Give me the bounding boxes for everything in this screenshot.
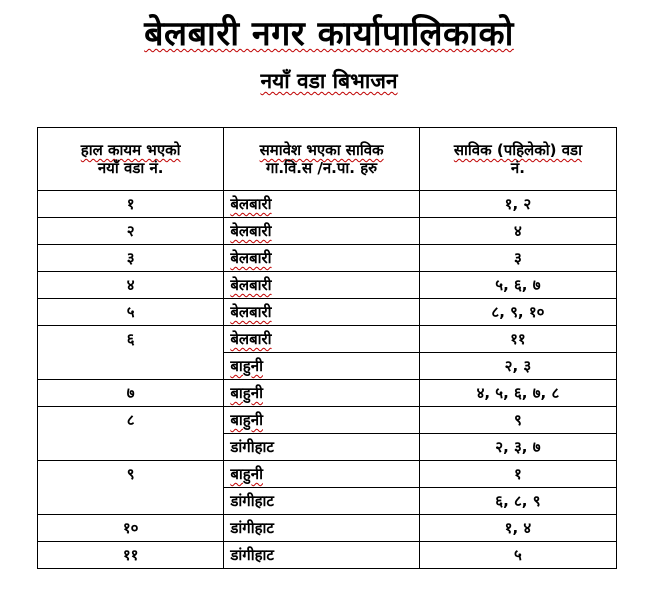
old-ward-cell: ११ [419, 326, 616, 353]
table-row [38, 245, 617, 272]
table-row [38, 191, 617, 218]
ward-number-cell: ८ [38, 407, 224, 461]
ward-number-cell: १० [38, 515, 224, 542]
ward-number-cell: २ [38, 218, 224, 245]
old-ward-cell: ५, ६, ७ [419, 272, 616, 299]
table-row [38, 299, 617, 326]
header-old-ward-line2: नं. [510, 159, 525, 177]
old-ward-cell: ५ [419, 542, 616, 569]
vdc-name-cell: बेलबारी [224, 218, 419, 245]
vdc-name-cell: बेलबारी [224, 272, 419, 299]
vdc-name-cell: बाहुनी [224, 407, 419, 434]
ward-number-cell: ११ [38, 542, 224, 569]
old-ward-cell: १, ४ [419, 515, 616, 542]
vdc-name-cell: बेलबारी [224, 245, 419, 272]
table-row [38, 461, 617, 488]
ward-number-cell: ९ [38, 461, 224, 515]
old-ward-cell: १ [419, 461, 616, 488]
old-ward-cell: २, ३ [419, 353, 616, 380]
old-ward-cell: ९ [419, 407, 616, 434]
ward-number-cell: ७ [38, 380, 224, 407]
header-merged-vdc-line2: गा.वि.स /न.पा. हरु [266, 159, 378, 177]
old-ward-cell: ३ [419, 245, 616, 272]
table-row [38, 407, 617, 434]
table-row [38, 542, 617, 569]
document-subtitle: नयाँ वडा बिभाजन [260, 69, 398, 93]
ward-number-cell: ४ [38, 272, 224, 299]
ward-division-table [37, 127, 617, 569]
old-ward-cell: ८, ९, १० [419, 299, 616, 326]
header-merged-vdc-line1: समावेश भएका साविक [259, 141, 384, 159]
vdc-name-cell: बाहुनी [224, 461, 419, 488]
vdc-name-cell: बाहुनी [224, 380, 419, 407]
ward-number-cell: ६ [38, 326, 224, 380]
ward-number-cell: ३ [38, 245, 224, 272]
old-ward-cell: ४ [419, 218, 616, 245]
header-current-ward-line2: नयाँ वडा नं. [97, 159, 164, 177]
vdc-name-cell: बेलबारी [224, 299, 419, 326]
ward-number-cell: ५ [38, 299, 224, 326]
ward-number-cell: १ [38, 191, 224, 218]
table-row [38, 380, 617, 407]
table-row [38, 218, 617, 245]
vdc-name-cell: डांगीहाट [224, 542, 419, 569]
old-ward-cell: ६, ८, ९ [419, 488, 616, 515]
vdc-name-cell: बेलबारी [224, 191, 419, 218]
vdc-name-cell: बेलबारी [224, 326, 419, 353]
vdc-name-cell: डांगीहाट [224, 488, 419, 515]
vdc-name-cell: डांगीहाट [224, 515, 419, 542]
header-old-ward-line1: साविक (पहिलेको) वडा [453, 141, 582, 159]
header-old-ward [419, 128, 616, 191]
vdc-name-cell: डांगीहाट [224, 434, 419, 461]
header-merged-vdc [224, 128, 419, 191]
old-ward-cell: १, २ [419, 191, 616, 218]
table-row [38, 326, 617, 353]
old-ward-cell: २, ३, ७ [419, 434, 616, 461]
table-header-row [38, 128, 617, 191]
document-title: बेलबारी नगर कार्यापालिकाको [144, 14, 514, 54]
table-row [38, 515, 617, 542]
table-row [38, 272, 617, 299]
old-ward-cell: ४, ५, ६, ७, ८ [419, 380, 616, 407]
header-current-ward-line1: हाल कायम भएको [80, 141, 181, 159]
header-current-ward [38, 128, 224, 191]
vdc-name-cell: बाहुनी [224, 353, 419, 380]
